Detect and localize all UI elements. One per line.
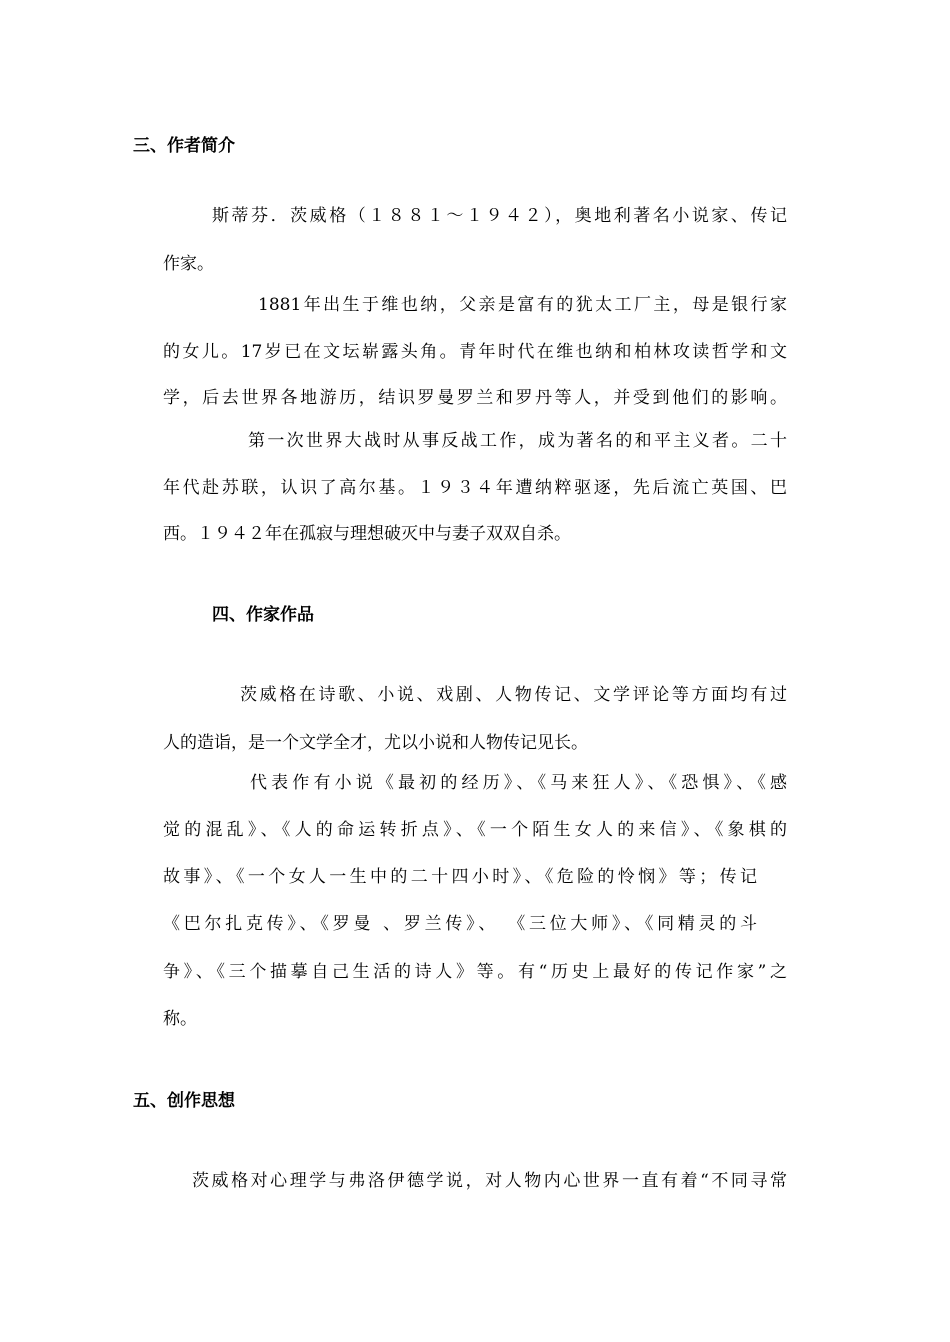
paragraph-line: 故事》、《一个女人一生中的二十四小时》、《危险的怜悯》等；传记	[163, 867, 757, 887]
paragraph-line: 人的造诣，是一个文学全才，尤以小说和人物传记见长。	[163, 733, 588, 753]
paragraph-line: 学，后去世界各地游历，结识罗曼罗兰和罗丹等人，并受到他们的影响。	[163, 388, 787, 408]
paragraph-line: 1881年出生于维也纳，父亲是富有的犹太工厂主，母是银行家	[258, 295, 787, 315]
paragraph-line: 争》、《三个描摹自己生活的诗人》等。有“历史上最好的传记作家”之	[163, 962, 787, 982]
paragraph-line: 作家。	[163, 254, 214, 274]
paragraph-line: 茨威格在诗歌、小说、戏剧、人物传记、文学评论等方面均有过	[240, 685, 787, 705]
paragraph-line: 觉的混乱》、《人的命运转折点》、《一个陌生女人的来信》、《象棋的	[163, 820, 787, 840]
paragraph-line: 代表作有小说《最初的经历》、《马来狂人》、《恐惧》、《感	[250, 773, 787, 793]
paragraph-line: 的女儿。17岁已在文坛崭露头角。青年时代在维也纳和柏林攻读哲学和文	[163, 342, 787, 362]
paragraph-line: 茨威格对心理学与弗洛伊德学说，对人物内心世界一直有着“不同寻常	[192, 1171, 787, 1191]
paragraph-line: 《巴尔扎克传》、《罗曼 、罗兰传》、 《三位大师》、《同精灵的斗	[163, 914, 757, 934]
paragraph-line: 第一次世界大战时从事反战工作，成为著名的和平主义者。二十	[248, 431, 787, 451]
paragraph-line: 西。１９４２年在孤寂与理想破灭中与妻子双双自杀。	[163, 524, 571, 544]
section-heading-creative-thought: 五、创作思想	[133, 1091, 235, 1111]
paragraph-line: 称。	[163, 1009, 197, 1029]
paragraph-line: 斯蒂芬．茨威格（１８８１～１９４２），奥地利著名小说家、传记	[212, 206, 787, 226]
section-heading-author-intro: 三、作者简介	[133, 136, 235, 156]
section-heading-works: 四、作家作品	[212, 605, 314, 625]
paragraph-line: 年代赴苏联，认识了高尔基。１９３４年遭纳粹驱逐，先后流亡英国、巴	[163, 478, 787, 498]
